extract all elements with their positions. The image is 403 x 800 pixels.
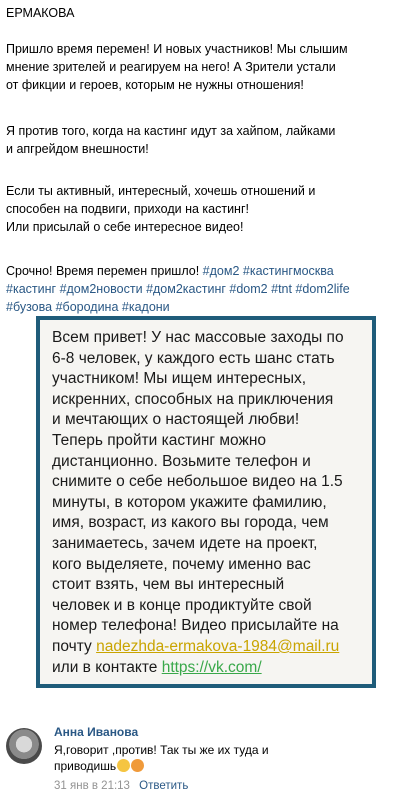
hashtag-link[interactable]: #dom2life — [295, 282, 350, 296]
hashtag-link[interactable]: #tnt — [271, 282, 292, 296]
hashtag-line-2 — [6, 280, 350, 298]
comment-author[interactable]: Анна Иванова — [54, 725, 139, 739]
card-line: имя, возраст, из какого вы города, чем — [52, 514, 329, 532]
post-line: Я против того, когда на кастинг идут за хайпом, лайками — [6, 124, 336, 138]
post-paragraph-1 — [6, 40, 348, 94]
card-line: искренних, способных на приключения — [52, 390, 334, 408]
post-line: и апгрейдом внешности! — [6, 142, 149, 156]
card-line: кого выделяете, почему именно вас — [52, 555, 311, 573]
comment-meta — [54, 780, 188, 792]
card-line: Теперь пройти кастинг можно — [52, 431, 267, 449]
card-line: и мечтающих о настоящей любви! — [52, 411, 300, 429]
card-line: Всем привет! У нас массовые заходы по — [52, 329, 344, 346]
card-email-line — [52, 637, 344, 658]
card-line: снимите о себе небольшое видео на 1.5 — [52, 473, 343, 491]
email-link: nadezhda-ermakova-1984@mail.ru — [96, 637, 340, 655]
hashtag-link[interactable]: #дом2 — [202, 264, 240, 278]
hashtag-line-3 — [6, 298, 350, 316]
post-paragraph-2 — [6, 122, 335, 158]
card-line: минуты, в котором укажите фамилию, — [52, 493, 327, 511]
post-line: Пришло время перемен! И новых участников! Мы слышим — [6, 42, 348, 56]
hashtag-link[interactable]: #кастинг — [6, 282, 57, 296]
post-line: от фикции и героев, которым не нужны отношения! — [6, 78, 304, 92]
hashtag-link[interactable]: #дом2новости — [59, 282, 143, 296]
post-line: способен на подвиги, приходи на кастинг! — [6, 202, 249, 216]
card-line: человек и в конце продиктуйте свой — [52, 596, 312, 614]
post-line: Или присылай о себе интересное видео! — [6, 220, 244, 234]
card-line: номер телефона! Видео присылайте на — [52, 617, 339, 635]
email-prefix: почту — [52, 637, 92, 655]
post-title: ЕРМАКОВА — [6, 6, 75, 20]
comment-line: Я,говорит ,против! Так ты же их туда и — [54, 743, 269, 757]
card-line: 6-8 человек, у каждого есть шанс стать — [52, 349, 335, 367]
card-text — [52, 328, 344, 678]
vk-link: https://vk.com/ — [161, 658, 262, 676]
post-paragraph-3 — [6, 182, 315, 236]
post-line: мнение зрителей и реагируем на него! А Зрители устали — [6, 60, 336, 74]
hashtag-link[interactable]: #dom2 — [229, 282, 268, 296]
vk-prefix: или в контакте — [52, 658, 158, 676]
card-line: участником! Мы ищем интересных, — [52, 370, 307, 388]
card-vk-line — [52, 658, 344, 679]
hashtag-line-1 — [6, 262, 350, 280]
hashtag-link[interactable]: #бородина — [55, 300, 119, 314]
hashtag-link[interactable]: #кастингмосква — [242, 264, 334, 278]
card-line: занимаетесь, зачем идете на проект, — [52, 534, 318, 552]
post-text: Срочно! Время перемен пришло! — [6, 264, 200, 278]
comment-line-2 — [54, 758, 269, 774]
comment-line: приводишь — [54, 759, 117, 773]
hashtag-link[interactable]: #кадони — [121, 300, 170, 314]
hashtag-link[interactable]: #дом2кастинг — [146, 282, 226, 296]
angry-emoji-icon — [131, 759, 144, 772]
card-line: дистанционно. Возьмите телефон и — [52, 452, 311, 470]
comment-text — [54, 742, 269, 774]
smirk-emoji-icon — [117, 759, 130, 772]
post-line: Если ты активный, интересный, хочешь отношений и — [6, 184, 316, 198]
card-line: стоит взять, чем вы интересный — [52, 576, 285, 594]
hashtag-link[interactable]: #бузова — [6, 300, 53, 314]
comment-date[interactable]: 31 янв в 21:13 — [54, 780, 130, 792]
post-paragraph-4 — [6, 262, 350, 316]
casting-announcement-image[interactable] — [36, 316, 376, 688]
reply-button[interactable]: Ответить — [139, 780, 189, 792]
comment — [0, 718, 403, 800]
avatar[interactable] — [6, 728, 42, 764]
